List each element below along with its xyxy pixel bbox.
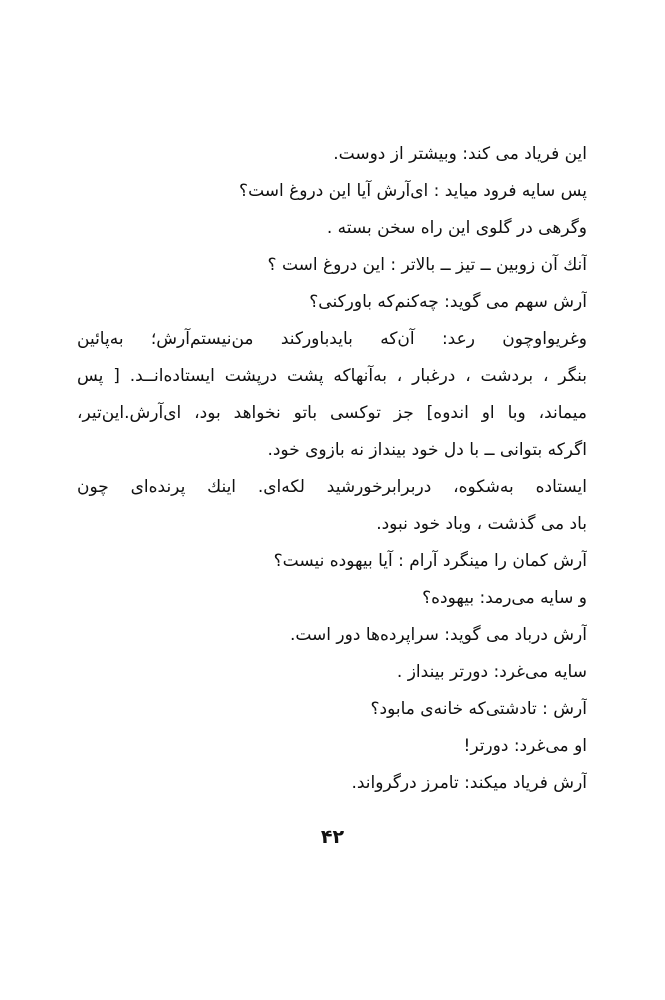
text-line: وغریواوچون رعد: آن‌که بایدباورکند من‌نیستم‌آرش؛ به‌پائین <box>77 329 587 349</box>
text-line: ایستاده به‌شکوه، دربرابرخورشید لکه‌ای. اینك پرنده‌ای چون <box>77 477 587 497</box>
text-line: آرش کمان را مینگرد آرام : آیا بیهوده نیست؟ <box>273 551 587 571</box>
text-line: وگرهی در گلوی این راه سخن بسته . <box>326 218 587 238</box>
text-line: این فریاد می کند: وبیشتر از دوست. <box>333 144 587 164</box>
text-line: بنگر ، بردشت ، درغبار ، به‌آنهاکه پشت درپشت ایستاده‌انــد. [ پس <box>77 366 587 386</box>
text-line: آرش فریاد میکند: تامرز درگرواند. <box>351 773 587 793</box>
page-number: ۴۲ <box>320 826 345 848</box>
text-line: آرش سهم می گوید: چه‌کنم‌که باورکنی؟ <box>309 292 587 312</box>
text-line: پس سایه فرود میاید : ای‌آرش آیا این دروغ است؟ <box>239 181 587 201</box>
text-line: آنك آن زوبین ــ تیز ــ بالاتر : این دروغ است ؟ <box>267 255 587 275</box>
body-text <box>77 136 587 802</box>
text-line: و سایه می‌رمد: بیهوده؟ <box>422 588 587 608</box>
text-line: او می‌غرد: دورتر! <box>463 736 587 756</box>
text-line: آرش : تادشتی‌که خانه‌ی مابود؟ <box>370 699 587 719</box>
text-line: باد می گذشت ، وباد خود نبود. <box>376 514 587 534</box>
text-line: آرش درباد می گوید: سراپرده‌ها دور است. <box>289 625 587 645</box>
text-line: سایه می‌غرد: دورتر بینداز . <box>396 662 587 682</box>
text-line: میماند، وبا او اندوه] جز توکسی باتو نخواهد بود، ای‌آرش.این‌تیر، <box>77 403 587 423</box>
text-line: اگرکه بتوانی ــ با دل خود بینداز نه بازوی خود. <box>267 440 587 460</box>
